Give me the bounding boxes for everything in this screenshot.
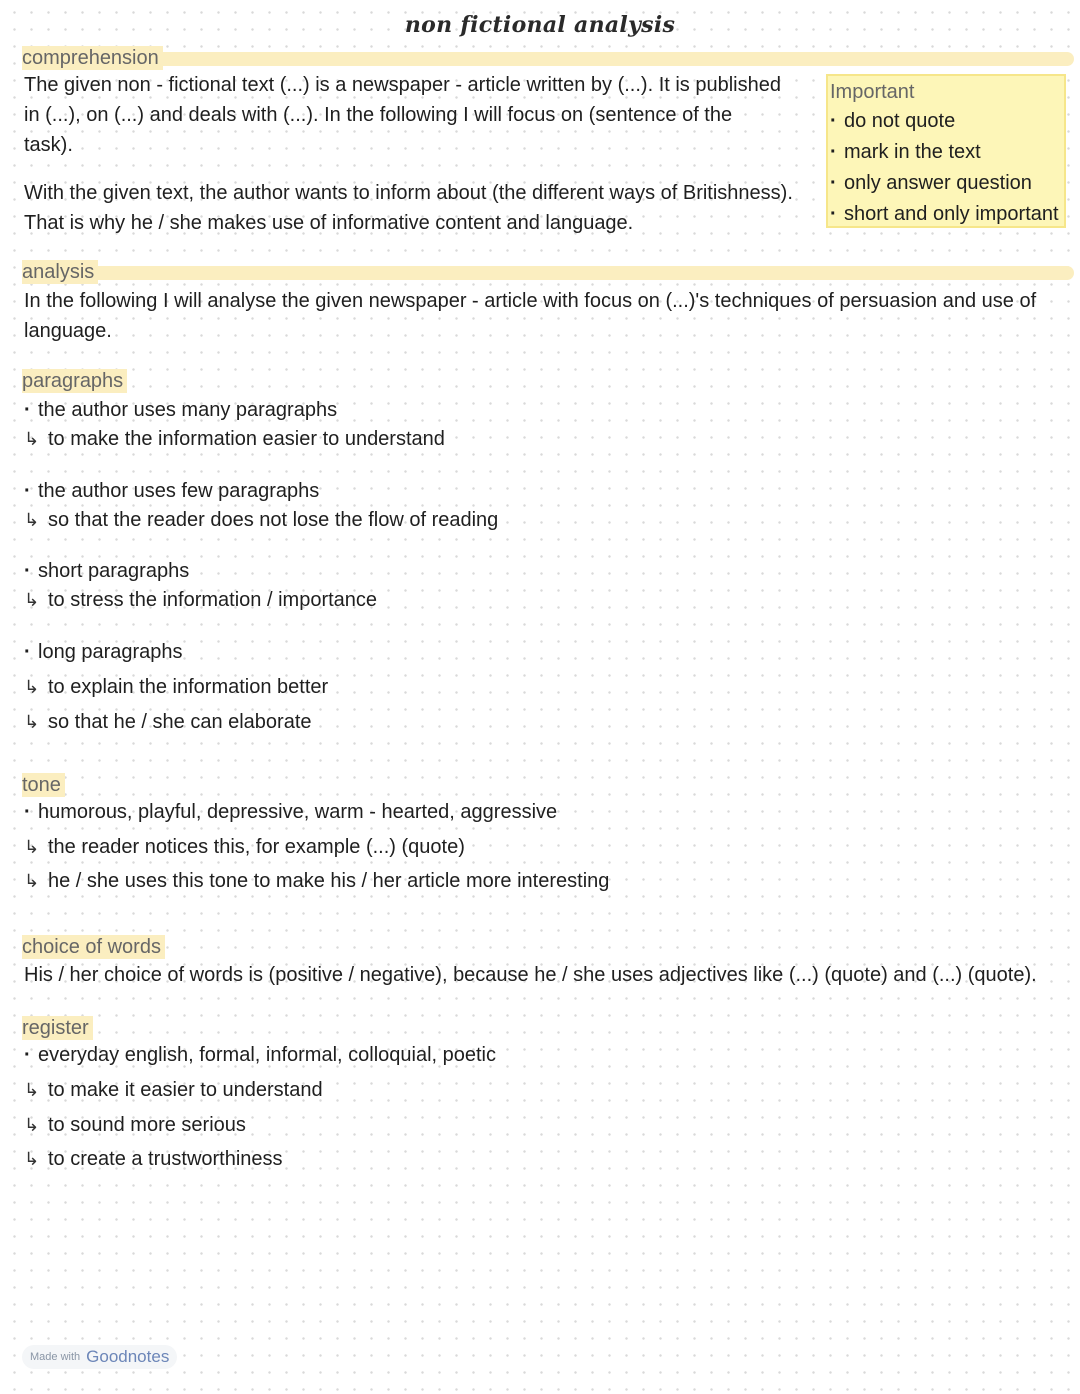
sub-point-text: to make it easier to understand xyxy=(48,1079,323,1101)
paragraphs-bullet: · short paragraphs xyxy=(24,556,189,586)
comprehension-line-1: The given non - fictional text (...) is a newspaper - article written by (...). It is published xyxy=(24,74,781,96)
paragraphs-bullet: · the author uses many paragraphs xyxy=(24,395,337,425)
sub-point-text: to sound more serious xyxy=(48,1114,246,1136)
arrow-down-right-icon: ↳ xyxy=(24,871,40,892)
paragraphs-heading: paragraphs xyxy=(22,369,127,393)
paragraphs-sub-point xyxy=(24,707,312,738)
comprehension-line-4: With the given text, the author wants to inform about (the different ways of Britishness). xyxy=(24,182,793,204)
made-with-goodnotes-badge[interactable] xyxy=(22,1345,177,1369)
tone-sub-point xyxy=(24,866,609,897)
sub-point-text: so that the reader does not lose the flow of reading xyxy=(48,509,499,531)
important-item: · short and only important xyxy=(830,199,1064,230)
paragraphs-sub-point xyxy=(24,505,498,536)
arrow-down-right-icon: ↳ xyxy=(24,712,40,733)
arrow-down-right-icon: ↳ xyxy=(24,1149,40,1170)
arrow-down-right-icon: ↳ xyxy=(24,1115,40,1136)
arrow-down-right-icon: ↳ xyxy=(24,510,40,531)
important-item: · only answer question xyxy=(830,168,1064,199)
important-box xyxy=(826,74,1066,228)
sub-point-text: to stress the information / importance xyxy=(48,589,378,611)
comprehension-line-3: task). xyxy=(24,134,73,156)
important-title: Important xyxy=(830,81,915,103)
tone-bullet: · humorous, playful, depressive, warm - hearted, aggressive xyxy=(24,797,557,827)
register-sub-point xyxy=(24,1144,283,1175)
register-bullet: · everyday english, formal, informal, colloquial, poetic xyxy=(24,1040,496,1070)
register-sub-point xyxy=(24,1110,246,1141)
page-title: non fictional analysis xyxy=(404,12,676,38)
choice-of-words-line: His / her choice of words is (positive / negative), because he / she uses adjectives like (...) (quote) and (...) (quote). xyxy=(24,964,1037,986)
goodnotes-logo-text: Goodnotes xyxy=(86,1347,170,1366)
arrow-down-right-icon: ↳ xyxy=(24,429,40,450)
sub-point-text: to explain the information better xyxy=(48,676,329,698)
arrow-down-right-icon: ↳ xyxy=(24,677,40,698)
made-with-label: Made with xyxy=(30,1351,81,1363)
analysis-highlight-bar xyxy=(22,266,1074,280)
arrow-down-right-icon: ↳ xyxy=(24,1080,40,1101)
paragraphs-bullet: · the author uses few paragraphs xyxy=(24,476,319,506)
paragraphs-bullet: · long paragraphs xyxy=(24,637,183,667)
comprehension-highlight-bar xyxy=(22,52,1074,66)
tone-sub-point xyxy=(24,832,465,863)
comprehension-heading: comprehension xyxy=(22,46,163,70)
paragraphs-sub-point xyxy=(24,672,328,703)
sub-point-text: so that he / she can elaborate xyxy=(48,711,312,733)
sub-point-text: to make the information easier to understand xyxy=(48,428,445,450)
tone-heading: tone xyxy=(22,773,65,797)
analysis-line-2: language. xyxy=(24,320,112,342)
arrow-down-right-icon: ↳ xyxy=(24,590,40,611)
sub-point-text: he / she uses this tone to make his / her article more interesting xyxy=(48,870,610,892)
analysis-heading: analysis xyxy=(22,260,98,284)
paragraphs-sub-point xyxy=(24,585,377,616)
important-item: · mark in the text xyxy=(830,137,1064,168)
choice-of-words-heading: choice of words xyxy=(22,935,165,959)
register-heading: register xyxy=(22,1016,93,1040)
comprehension-line-2: in (...), on (...) and deals with (...). In the following I will focus on (sentence of the xyxy=(24,104,733,126)
arrow-down-right-icon: ↳ xyxy=(24,837,40,858)
comprehension-line-5: That is why he / she makes use of informative content and language. xyxy=(24,212,634,234)
sub-point-text: to create a trustworthiness xyxy=(48,1148,283,1170)
important-item: · do not quote xyxy=(830,106,1064,137)
analysis-line-1: In the following I will analyse the given newspaper - article with focus on (...)'s techniques of persuasion and use of xyxy=(24,290,1037,312)
register-sub-point xyxy=(24,1075,323,1106)
sub-point-text: the reader notices this, for example (...) (quote) xyxy=(48,836,465,858)
paragraphs-sub-point xyxy=(24,424,445,455)
